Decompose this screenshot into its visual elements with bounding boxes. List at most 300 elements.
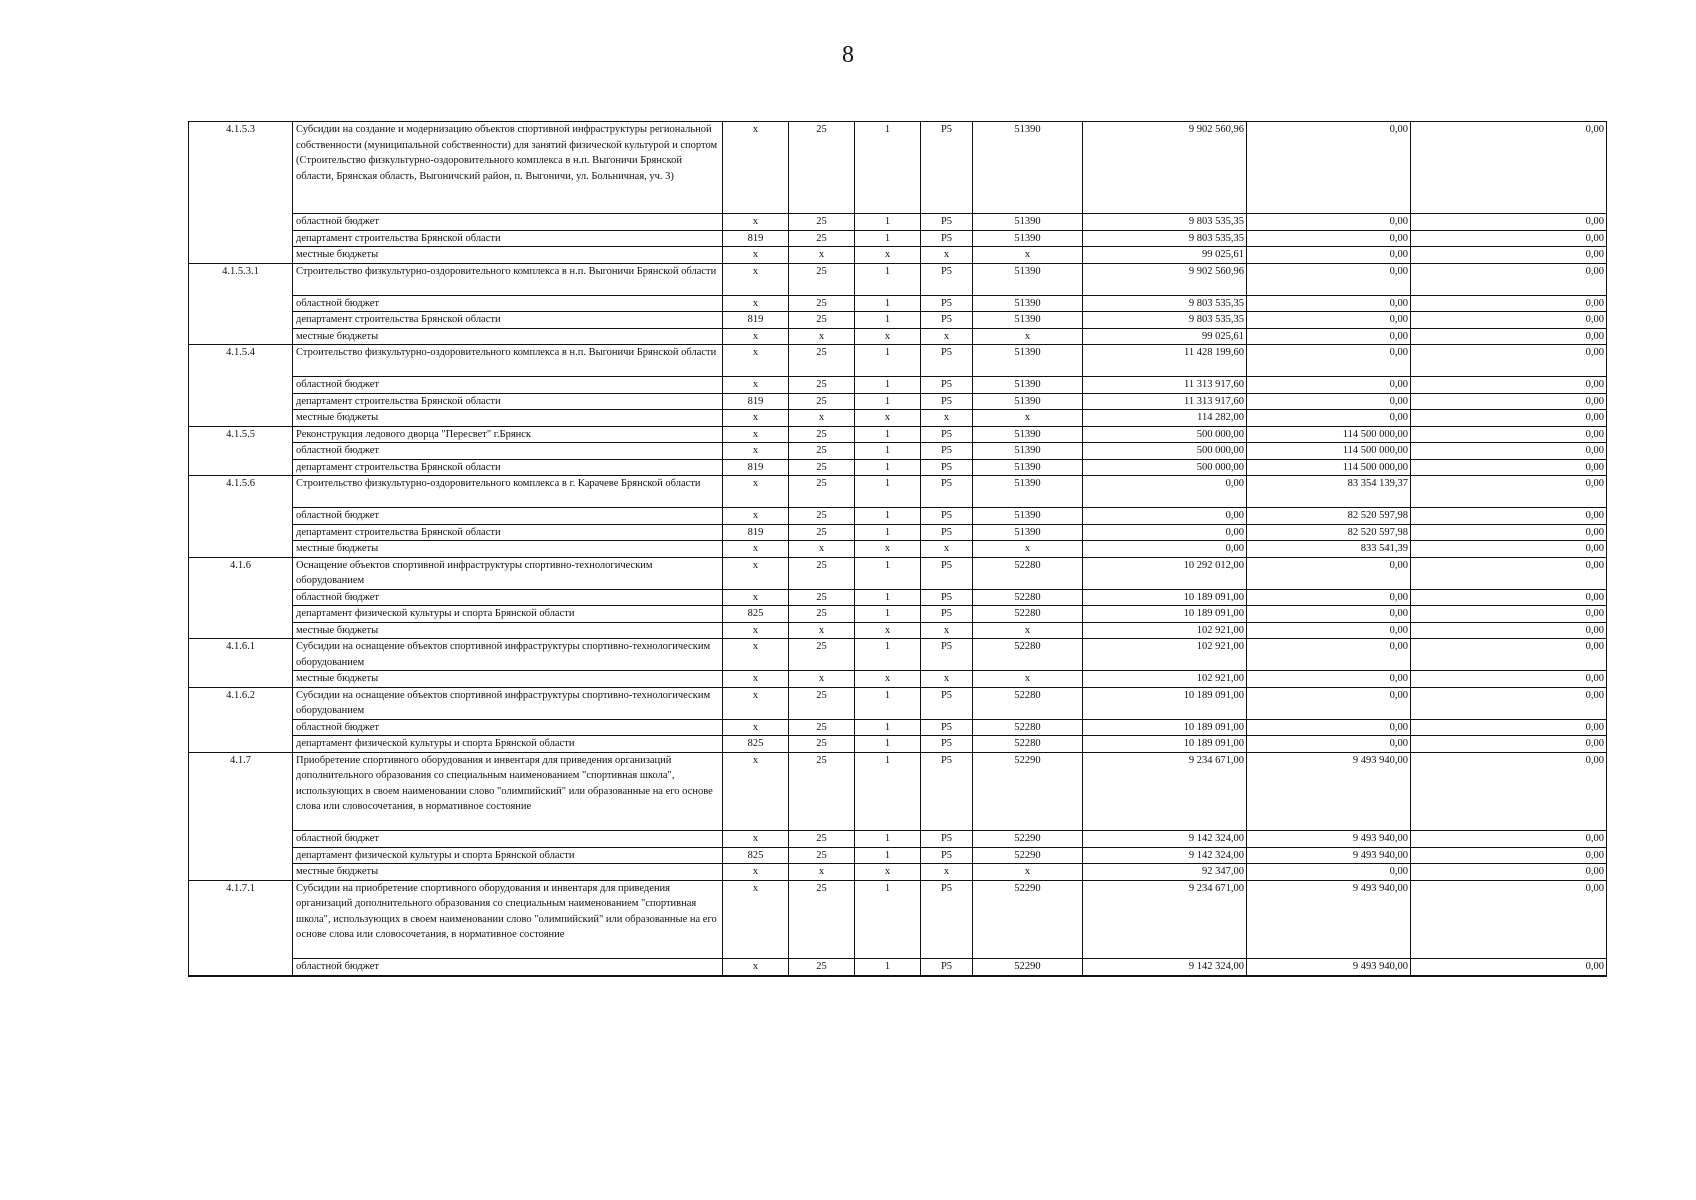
- cell-amount-year3: 0,00: [1411, 524, 1607, 541]
- cell-program: 1: [855, 214, 921, 231]
- cell-section: 25: [789, 426, 855, 443]
- cell-grbs: x: [723, 247, 789, 264]
- cell-amount-year3: 0,00: [1411, 557, 1607, 589]
- cell-subprogram: P5: [921, 345, 973, 377]
- cell-program: 1: [855, 557, 921, 589]
- cell-program: 1: [855, 639, 921, 671]
- row-code: [189, 671, 293, 688]
- cell-amount-year2: 0,00: [1247, 328, 1411, 345]
- cell-amount-year3: 0,00: [1411, 687, 1607, 719]
- table-row: [189, 214, 1607, 231]
- table-row: [189, 880, 1607, 959]
- table-row: [189, 864, 1607, 881]
- cell-grbs: x: [723, 959, 789, 976]
- row-name: местные бюджеты: [293, 671, 723, 688]
- cell-program: 1: [855, 847, 921, 864]
- cell-amount-year3: 0,00: [1411, 393, 1607, 410]
- table-row: [189, 328, 1607, 345]
- row-code: [189, 214, 293, 231]
- cell-amount-year1: 9 234 671,00: [1083, 752, 1247, 831]
- row-code: [189, 959, 293, 976]
- cell-amount-year1: 500 000,00: [1083, 426, 1247, 443]
- table-row: [189, 443, 1607, 460]
- cell-amount-year3: 0,00: [1411, 214, 1607, 231]
- row-name: департамент физической культуры и спорта Брянской области: [293, 606, 723, 623]
- cell-amount-year3: 0,00: [1411, 589, 1607, 606]
- cell-program: 1: [855, 476, 921, 508]
- row-name: Строительство физкультурно-оздоровительного комплекса в г. Карачеве Брянской области: [293, 476, 723, 508]
- cell-section: x: [789, 622, 855, 639]
- cell-subprogram: P5: [921, 687, 973, 719]
- cell-grbs: 825: [723, 736, 789, 753]
- table-row: [189, 622, 1607, 639]
- cell-subprogram: P5: [921, 312, 973, 329]
- table-row: [189, 410, 1607, 427]
- cell-direction: 51390: [973, 263, 1083, 295]
- cell-subprogram: P5: [921, 214, 973, 231]
- cell-amount-year3: 0,00: [1411, 230, 1607, 247]
- row-name: областной бюджет: [293, 719, 723, 736]
- cell-amount-year3: 0,00: [1411, 345, 1607, 377]
- budget-table-body: [189, 122, 1607, 976]
- cell-section: x: [789, 328, 855, 345]
- cell-subprogram: P5: [921, 752, 973, 831]
- cell-grbs: x: [723, 426, 789, 443]
- cell-amount-year3: 0,00: [1411, 247, 1607, 264]
- cell-program: 1: [855, 589, 921, 606]
- cell-amount-year1: 9 234 671,00: [1083, 880, 1247, 959]
- cell-program: 1: [855, 295, 921, 312]
- cell-grbs: x: [723, 476, 789, 508]
- cell-section: 25: [789, 230, 855, 247]
- row-name: местные бюджеты: [293, 864, 723, 881]
- table-row: [189, 847, 1607, 864]
- cell-section: 25: [789, 295, 855, 312]
- cell-program: x: [855, 622, 921, 639]
- cell-subprogram: P5: [921, 831, 973, 848]
- cell-grbs: x: [723, 589, 789, 606]
- row-code: [189, 459, 293, 476]
- cell-program: 1: [855, 687, 921, 719]
- cell-direction: 52280: [973, 557, 1083, 589]
- row-name: областной бюджет: [293, 959, 723, 976]
- cell-grbs: x: [723, 214, 789, 231]
- table-row: [189, 557, 1607, 589]
- cell-amount-year2: 0,00: [1247, 687, 1411, 719]
- cell-subprogram: P5: [921, 443, 973, 460]
- cell-amount-year1: 99 025,61: [1083, 247, 1247, 264]
- cell-direction: x: [973, 541, 1083, 558]
- cell-amount-year1: 9 803 535,35: [1083, 312, 1247, 329]
- cell-amount-year1: 10 189 091,00: [1083, 719, 1247, 736]
- cell-direction: 51390: [973, 393, 1083, 410]
- cell-amount-year3: 0,00: [1411, 880, 1607, 959]
- cell-amount-year1: 11 313 917,60: [1083, 393, 1247, 410]
- row-name: областной бюджет: [293, 508, 723, 525]
- cell-direction: 51390: [973, 230, 1083, 247]
- cell-amount-year3: 0,00: [1411, 752, 1607, 831]
- cell-subprogram: x: [921, 622, 973, 639]
- cell-section: 25: [789, 606, 855, 623]
- cell-amount-year3: 0,00: [1411, 426, 1607, 443]
- cell-section: 25: [789, 312, 855, 329]
- row-name: областной бюджет: [293, 377, 723, 394]
- cell-subprogram: P5: [921, 606, 973, 623]
- cell-section: 25: [789, 459, 855, 476]
- cell-program: x: [855, 410, 921, 427]
- cell-amount-year2: 833 541,39: [1247, 541, 1411, 558]
- cell-program: 1: [855, 122, 921, 214]
- cell-amount-year2: 0,00: [1247, 639, 1411, 671]
- cell-amount-year1: 0,00: [1083, 524, 1247, 541]
- cell-amount-year1: 92 347,00: [1083, 864, 1247, 881]
- cell-direction: 52290: [973, 847, 1083, 864]
- cell-amount-year2: 0,00: [1247, 345, 1411, 377]
- cell-subprogram: P5: [921, 476, 973, 508]
- table-row: [189, 263, 1607, 295]
- cell-amount-year2: 0,00: [1247, 557, 1411, 589]
- cell-direction: 51390: [973, 377, 1083, 394]
- row-code: 4.1.6.1: [189, 639, 293, 671]
- cell-direction: 52280: [973, 606, 1083, 623]
- cell-amount-year1: 0,00: [1083, 476, 1247, 508]
- row-code: [189, 328, 293, 345]
- page-number: 8: [842, 42, 854, 68]
- cell-subprogram: P5: [921, 847, 973, 864]
- cell-amount-year3: 0,00: [1411, 122, 1607, 214]
- cell-direction: 51390: [973, 508, 1083, 525]
- cell-amount-year2: 9 493 940,00: [1247, 831, 1411, 848]
- cell-program: x: [855, 328, 921, 345]
- cell-amount-year2: 0,00: [1247, 122, 1411, 214]
- cell-subprogram: P5: [921, 377, 973, 394]
- cell-subprogram: P5: [921, 459, 973, 476]
- cell-amount-year1: 10 189 091,00: [1083, 589, 1247, 606]
- cell-grbs: x: [723, 443, 789, 460]
- cell-section: 25: [789, 122, 855, 214]
- cell-program: 1: [855, 377, 921, 394]
- cell-amount-year1: 102 921,00: [1083, 671, 1247, 688]
- cell-amount-year1: 9 142 324,00: [1083, 959, 1247, 976]
- cell-direction: 51390: [973, 426, 1083, 443]
- cell-subprogram: P5: [921, 557, 973, 589]
- cell-amount-year3: 0,00: [1411, 864, 1607, 881]
- cell-program: 1: [855, 719, 921, 736]
- cell-amount-year1: 9 142 324,00: [1083, 831, 1247, 848]
- row-code: 4.1.5.3: [189, 122, 293, 214]
- cell-amount-year3: 0,00: [1411, 459, 1607, 476]
- cell-amount-year3: 0,00: [1411, 639, 1607, 671]
- cell-program: 1: [855, 736, 921, 753]
- cell-amount-year2: 0,00: [1247, 295, 1411, 312]
- cell-section: 25: [789, 508, 855, 525]
- row-code: 4.1.7.1: [189, 880, 293, 959]
- budget-table: [188, 121, 1607, 977]
- cell-amount-year2: 0,00: [1247, 622, 1411, 639]
- cell-amount-year2: 114 500 000,00: [1247, 459, 1411, 476]
- table-row: [189, 476, 1607, 508]
- cell-direction: 52290: [973, 752, 1083, 831]
- table-row: [189, 687, 1607, 719]
- cell-section: 25: [789, 687, 855, 719]
- cell-subprogram: x: [921, 671, 973, 688]
- row-code: 4.1.7: [189, 752, 293, 831]
- cell-subprogram: P5: [921, 589, 973, 606]
- cell-grbs: x: [723, 752, 789, 831]
- cell-amount-year3: 0,00: [1411, 671, 1607, 688]
- cell-amount-year1: 99 025,61: [1083, 328, 1247, 345]
- cell-section: 25: [789, 589, 855, 606]
- cell-section: 25: [789, 345, 855, 377]
- row-name: Субсидии на приобретение спортивного оборудования и инвентаря для приведения организаций дополнительного образования со специальным наименованием "спортивная школа", использующих в своем наименовании слово "олимпийский" или образованные на его основе слова или словосочетания, в нормативное состояние: [293, 880, 723, 959]
- cell-grbs: x: [723, 687, 789, 719]
- row-code: 4.1.5.3.1: [189, 263, 293, 295]
- row-name: Строительство физкультурно-оздоровительного комплекса в н.п. Выгоничи Брянской области: [293, 263, 723, 295]
- cell-direction: 51390: [973, 312, 1083, 329]
- row-name: Оснащение объектов спортивной инфраструктуры спортивно-технологическим оборудованием: [293, 557, 723, 589]
- cell-grbs: 819: [723, 230, 789, 247]
- row-name: департамент строительства Брянской области: [293, 312, 723, 329]
- table-row: [189, 295, 1607, 312]
- cell-program: 1: [855, 508, 921, 525]
- cell-subprogram: x: [921, 541, 973, 558]
- cell-amount-year1: 102 921,00: [1083, 622, 1247, 639]
- cell-program: 1: [855, 312, 921, 329]
- cell-amount-year3: 0,00: [1411, 377, 1607, 394]
- cell-grbs: x: [723, 508, 789, 525]
- cell-direction: 51390: [973, 443, 1083, 460]
- row-code: [189, 589, 293, 606]
- cell-grbs: x: [723, 719, 789, 736]
- table-row: [189, 606, 1607, 623]
- cell-grbs: x: [723, 639, 789, 671]
- cell-direction: 51390: [973, 345, 1083, 377]
- cell-direction: x: [973, 622, 1083, 639]
- row-code: [189, 295, 293, 312]
- row-name: областной бюджет: [293, 214, 723, 231]
- cell-subprogram: P5: [921, 524, 973, 541]
- cell-amount-year1: 0,00: [1083, 508, 1247, 525]
- cell-amount-year3: 0,00: [1411, 263, 1607, 295]
- cell-amount-year3: 0,00: [1411, 476, 1607, 508]
- cell-program: 1: [855, 426, 921, 443]
- cell-grbs: 819: [723, 459, 789, 476]
- cell-direction: 51390: [973, 214, 1083, 231]
- cell-subprogram: P5: [921, 508, 973, 525]
- cell-amount-year3: 0,00: [1411, 736, 1607, 753]
- table-row: [189, 541, 1607, 558]
- cell-amount-year1: 114 282,00: [1083, 410, 1247, 427]
- cell-subprogram: P5: [921, 426, 973, 443]
- cell-direction: 51390: [973, 524, 1083, 541]
- cell-program: x: [855, 671, 921, 688]
- cell-subprogram: P5: [921, 263, 973, 295]
- cell-section: 25: [789, 847, 855, 864]
- cell-program: 1: [855, 959, 921, 976]
- table-row: [189, 122, 1607, 214]
- cell-amount-year2: 9 493 940,00: [1247, 752, 1411, 831]
- row-code: [189, 719, 293, 736]
- cell-grbs: 819: [723, 524, 789, 541]
- cell-grbs: 825: [723, 606, 789, 623]
- row-code: [189, 622, 293, 639]
- cell-section: 25: [789, 263, 855, 295]
- table-row: [189, 719, 1607, 736]
- row-code: 4.1.5.5: [189, 426, 293, 443]
- cell-section: 25: [789, 831, 855, 848]
- table-row: [189, 426, 1607, 443]
- cell-amount-year2: 0,00: [1247, 214, 1411, 231]
- cell-amount-year2: 9 493 940,00: [1247, 847, 1411, 864]
- cell-section: 25: [789, 639, 855, 671]
- table-row: [189, 524, 1607, 541]
- cell-subprogram: P5: [921, 295, 973, 312]
- cell-program: x: [855, 247, 921, 264]
- cell-amount-year3: 0,00: [1411, 622, 1607, 639]
- cell-grbs: x: [723, 295, 789, 312]
- cell-direction: 51390: [973, 295, 1083, 312]
- cell-section: 25: [789, 880, 855, 959]
- cell-amount-year3: 0,00: [1411, 719, 1607, 736]
- cell-amount-year2: 9 493 940,00: [1247, 959, 1411, 976]
- row-name: местные бюджеты: [293, 247, 723, 264]
- cell-amount-year1: 11 313 917,60: [1083, 377, 1247, 394]
- cell-amount-year2: 0,00: [1247, 230, 1411, 247]
- cell-amount-year2: 0,00: [1247, 393, 1411, 410]
- cell-program: x: [855, 864, 921, 881]
- row-name: областной бюджет: [293, 589, 723, 606]
- cell-direction: 51390: [973, 476, 1083, 508]
- cell-grbs: x: [723, 557, 789, 589]
- cell-program: 1: [855, 831, 921, 848]
- table-row: [189, 247, 1607, 264]
- cell-program: 1: [855, 752, 921, 831]
- row-name: областной бюджет: [293, 295, 723, 312]
- cell-direction: x: [973, 328, 1083, 345]
- row-name: департамент физической культуры и спорта Брянской области: [293, 736, 723, 753]
- cell-section: x: [789, 247, 855, 264]
- cell-amount-year1: 10 189 091,00: [1083, 687, 1247, 719]
- cell-amount-year2: 0,00: [1247, 606, 1411, 623]
- cell-amount-year2: 114 500 000,00: [1247, 426, 1411, 443]
- cell-section: x: [789, 541, 855, 558]
- cell-section: x: [789, 671, 855, 688]
- cell-amount-year2: 0,00: [1247, 410, 1411, 427]
- cell-direction: x: [973, 410, 1083, 427]
- cell-amount-year1: 11 428 199,60: [1083, 345, 1247, 377]
- cell-amount-year1: 10 189 091,00: [1083, 736, 1247, 753]
- cell-subprogram: P5: [921, 230, 973, 247]
- row-name: местные бюджеты: [293, 541, 723, 558]
- table-row: [189, 377, 1607, 394]
- cell-amount-year2: 0,00: [1247, 864, 1411, 881]
- cell-section: 25: [789, 476, 855, 508]
- cell-amount-year2: 0,00: [1247, 736, 1411, 753]
- cell-amount-year3: 0,00: [1411, 508, 1607, 525]
- row-code: 4.1.6.2: [189, 687, 293, 719]
- cell-grbs: x: [723, 377, 789, 394]
- cell-amount-year3: 0,00: [1411, 959, 1607, 976]
- cell-direction: 52280: [973, 719, 1083, 736]
- cell-amount-year2: 82 520 597,98: [1247, 524, 1411, 541]
- cell-grbs: x: [723, 622, 789, 639]
- cell-amount-year3: 0,00: [1411, 312, 1607, 329]
- row-code: [189, 312, 293, 329]
- cell-direction: 51390: [973, 122, 1083, 214]
- table-row: [189, 230, 1607, 247]
- cell-subprogram: P5: [921, 122, 973, 214]
- row-code: [189, 230, 293, 247]
- table-row: [189, 831, 1607, 848]
- row-code: [189, 410, 293, 427]
- cell-amount-year2: 0,00: [1247, 312, 1411, 329]
- table-row: [189, 639, 1607, 671]
- cell-grbs: 819: [723, 312, 789, 329]
- cell-direction: 52280: [973, 589, 1083, 606]
- cell-amount-year2: 0,00: [1247, 247, 1411, 264]
- cell-amount-year1: 9 902 560,96: [1083, 122, 1247, 214]
- cell-amount-year1: 9 902 560,96: [1083, 263, 1247, 295]
- cell-section: 25: [789, 959, 855, 976]
- cell-grbs: x: [723, 122, 789, 214]
- table-row: [189, 393, 1607, 410]
- cell-direction: 52290: [973, 831, 1083, 848]
- cell-program: 1: [855, 393, 921, 410]
- cell-subprogram: x: [921, 247, 973, 264]
- cell-grbs: x: [723, 541, 789, 558]
- cell-amount-year2: 0,00: [1247, 671, 1411, 688]
- row-name: департамент строительства Брянской области: [293, 393, 723, 410]
- cell-amount-year3: 0,00: [1411, 541, 1607, 558]
- cell-program: 1: [855, 459, 921, 476]
- row-name: областной бюджет: [293, 443, 723, 460]
- row-name: Субсидии на оснащение объектов спортивной инфраструктуры спортивно-технологическим оборудованием: [293, 687, 723, 719]
- row-code: 4.1.5.6: [189, 476, 293, 508]
- cell-subprogram: P5: [921, 880, 973, 959]
- cell-subprogram: P5: [921, 639, 973, 671]
- row-name: департамент строительства Брянской области: [293, 459, 723, 476]
- row-name: местные бюджеты: [293, 622, 723, 639]
- row-name: Приобретение спортивного оборудования и инвентаря для приведения организаций дополнительного образования со специальным наименованием "спортивная школа", использующих в своем наименовании слово "олимпийский" или образованные на его основе слова или словосочетания, в нормативное состояние: [293, 752, 723, 831]
- row-name: департамент строительства Брянской области: [293, 230, 723, 247]
- cell-amount-year1: 500 000,00: [1083, 443, 1247, 460]
- cell-section: 25: [789, 557, 855, 589]
- cell-section: 25: [789, 524, 855, 541]
- cell-direction: x: [973, 864, 1083, 881]
- cell-program: 1: [855, 443, 921, 460]
- cell-grbs: x: [723, 410, 789, 427]
- cell-direction: 51390: [973, 459, 1083, 476]
- cell-amount-year2: 83 354 139,37: [1247, 476, 1411, 508]
- cell-direction: 52290: [973, 880, 1083, 959]
- table-row: [189, 312, 1607, 329]
- table-row: [189, 959, 1607, 976]
- cell-program: 1: [855, 524, 921, 541]
- table-row: [189, 736, 1607, 753]
- row-name: департамент физической культуры и спорта Брянской области: [293, 847, 723, 864]
- row-code: [189, 606, 293, 623]
- cell-amount-year2: 82 520 597,98: [1247, 508, 1411, 525]
- cell-amount-year2: 9 493 940,00: [1247, 880, 1411, 959]
- row-code: [189, 541, 293, 558]
- cell-grbs: x: [723, 345, 789, 377]
- cell-grbs: x: [723, 263, 789, 295]
- table-row: [189, 508, 1607, 525]
- cell-program: 1: [855, 230, 921, 247]
- cell-grbs: 825: [723, 847, 789, 864]
- cell-program: 1: [855, 606, 921, 623]
- row-code: [189, 247, 293, 264]
